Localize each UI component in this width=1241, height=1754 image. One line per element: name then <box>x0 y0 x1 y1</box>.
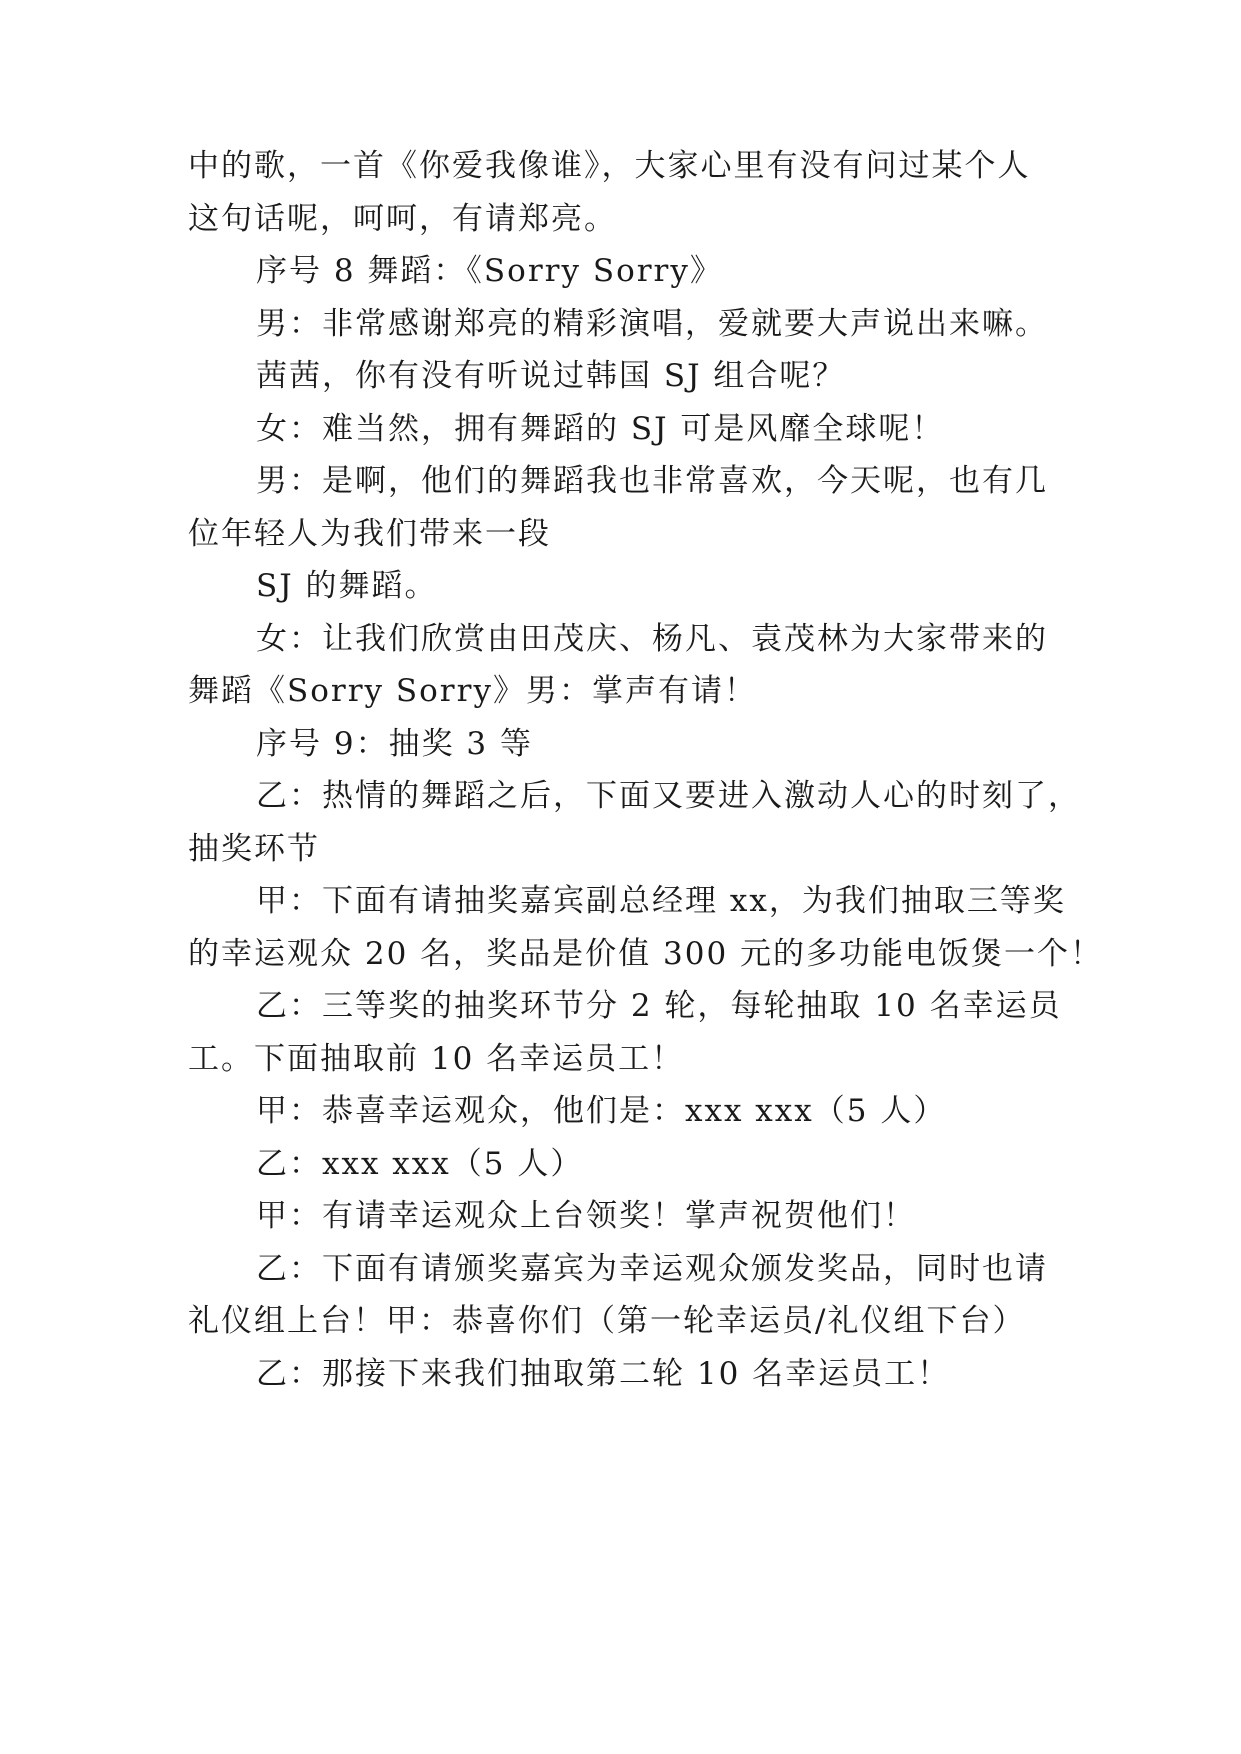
text-line: 茜茜，你有没有听说过韩国 SJ 组合呢？ <box>256 358 846 394</box>
text-line: SJ 的舞蹈。 <box>256 568 438 604</box>
text-line: 女：让我们欣赏由田茂庆、杨凡、袁茂林为大家带来的 <box>256 621 1048 657</box>
text-line: 乙：热情的舞蹈之后，下面又要进入激动人心的时刻了， <box>256 778 1081 814</box>
text-line: 甲：下面有请抽奖嘉宾副总经理 xx，为我们抽取三等奖 <box>256 883 1066 919</box>
text-line: 男：非常感谢郑亮的精彩演唱，爱就要大声说出来嘛。 <box>256 306 1048 342</box>
text-line: 序号 8 舞蹈：《Sorry Sorry》 <box>256 253 723 289</box>
text-line: 舞蹈《Sorry Sorry》男：掌声有请！ <box>188 673 757 709</box>
text-line: 礼仪组上台！甲：恭喜你们（第一轮幸运员/礼仪组下台） <box>188 1303 1026 1339</box>
text-line: 中的歌，一首《你爱我像谁》，大家心里有没有问过某个人 <box>188 148 1031 184</box>
text-line: 乙：那接下来我们抽取第二轮 10 名幸运员工！ <box>256 1356 951 1392</box>
text-line: 乙：下面有请颁奖嘉宾为幸运观众颁发奖品，同时也请 <box>256 1251 1048 1287</box>
text-line: 这句话呢，呵呵，有请郑亮。 <box>188 201 617 237</box>
text-line: 甲：恭喜幸运观众，他们是：xxx xxx（5 人） <box>256 1093 947 1129</box>
text-line: 抽奖环节 <box>188 831 320 867</box>
text-line: 工。下面抽取前 10 名幸运员工！ <box>188 1041 685 1077</box>
text-line: 甲：有请幸运观众上台领奖！掌声祝贺他们！ <box>256 1198 916 1234</box>
text-line: 男：是啊，他们的舞蹈我也非常喜欢，今天呢，也有几 <box>256 463 1048 499</box>
text-line: 序号 9：抽奖 3 等 <box>256 726 534 762</box>
text-line: 女：难当然，拥有舞蹈的 SJ 可是风靡全球呢！ <box>256 411 945 447</box>
text-line: 乙：三等奖的抽奖环节分 2 轮，每轮抽取 10 名幸运员 <box>256 988 1062 1024</box>
text-line: 乙：xxx xxx（5 人） <box>256 1146 584 1182</box>
text-line: 位年轻人为我们带来一段 <box>188 516 551 552</box>
text-line: 的幸运观众 20 名，奖品是价值 300 元的多功能电饭煲一个！ <box>188 936 1104 972</box>
